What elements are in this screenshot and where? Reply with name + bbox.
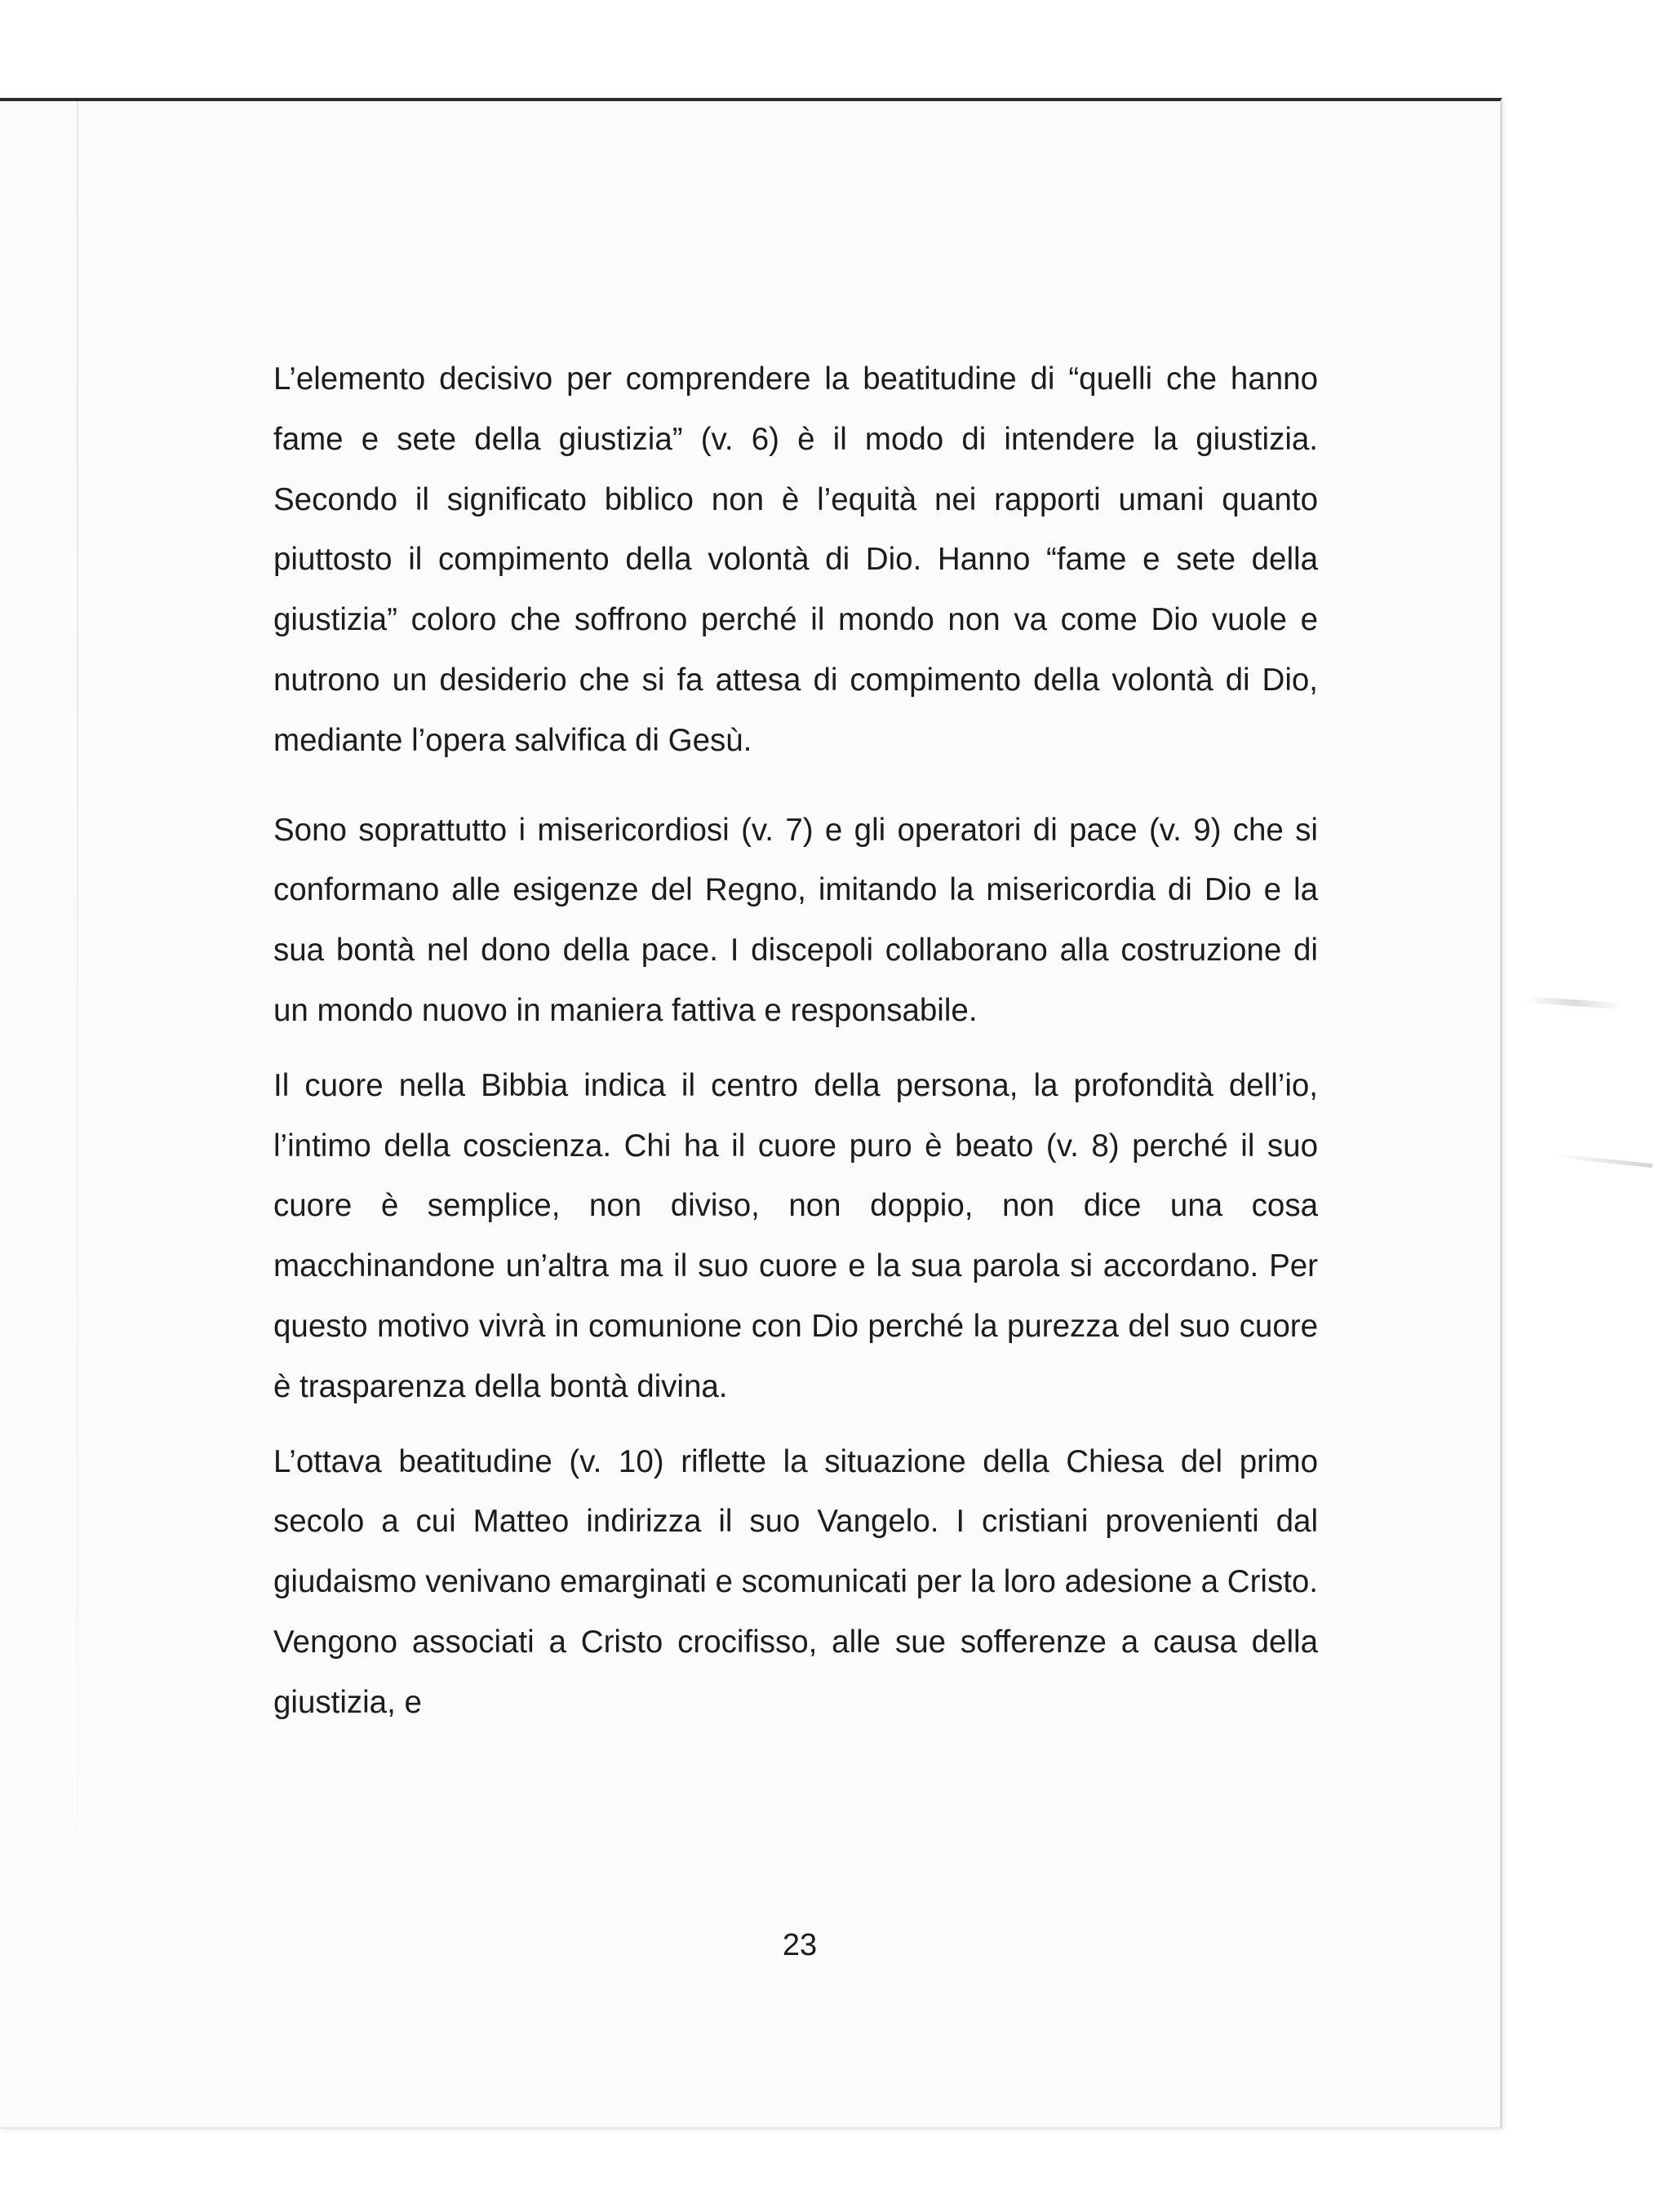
paragraph-eighth-beatitude: L’ottava beatitudine (v. 10) riflette la situazione della Chiesa del primo secolo a cui Matteo indirizza il suo Vangelo. I cristiani provenienti dal giudaismo venivano emarginati e scomunicati per la loro adesione a Cristo. Vengono associati a Cristo crocifisso, alle sue sofferenze a causa della giustizia, e <box>273 1443 1318 1720</box>
page-number: 23 <box>782 1928 818 1962</box>
paragraph-justice: L’elemento decisivo per comprendere la beatitudine di “quelli che hanno fame e sete della giustizia” (v. 6) è il modo di intendere la giustizia. Secondo il significato biblico non è l’equità nei rapporti umani quanto piuttosto il compimento della volontà di Dio. Hanno “fame e sete della giustizia” coloro che soffrono perché il mondo non va come Dio vuole e nutrono un desiderio che si fa attesa di compimento della volontà di Dio, mediante l’opera salvifica di Gesù. <box>273 361 1318 758</box>
scan-edge-mark <box>1555 1154 1653 1168</box>
scan-edge-mark <box>1524 996 1622 1009</box>
page-fold <box>77 101 78 2127</box>
paragraph-pure-heart: Il cuore nella Bibbia indica il centro della persona, la profondità dell’io, l’intimo della coscienza. Chi ha il cuore puro è beato (v. 8) perché il suo cuore è semplice, non diviso, non doppio, non dice una cosa macchinandone un’altra ma il suo cuore e la sua parola si accordano. Per questo motivo vivrà in comunione con Dio perché la purezza del suo cuore è trasparenza della bontà divina. <box>273 1067 1318 1404</box>
body-text <box>273 349 1318 1733</box>
paragraph-merciful: Sono soprattutto i misericordiosi (v. 7) e gli operatori di pace (v. 9) che si conformano alle esigenze del Regno, imitando la misericordia di Dio e la sua bontà nel dono della pace. I discepoli collaborano alla costruzione di un mondo nuovo in maniera fattiva e responsabile. <box>273 812 1318 1028</box>
